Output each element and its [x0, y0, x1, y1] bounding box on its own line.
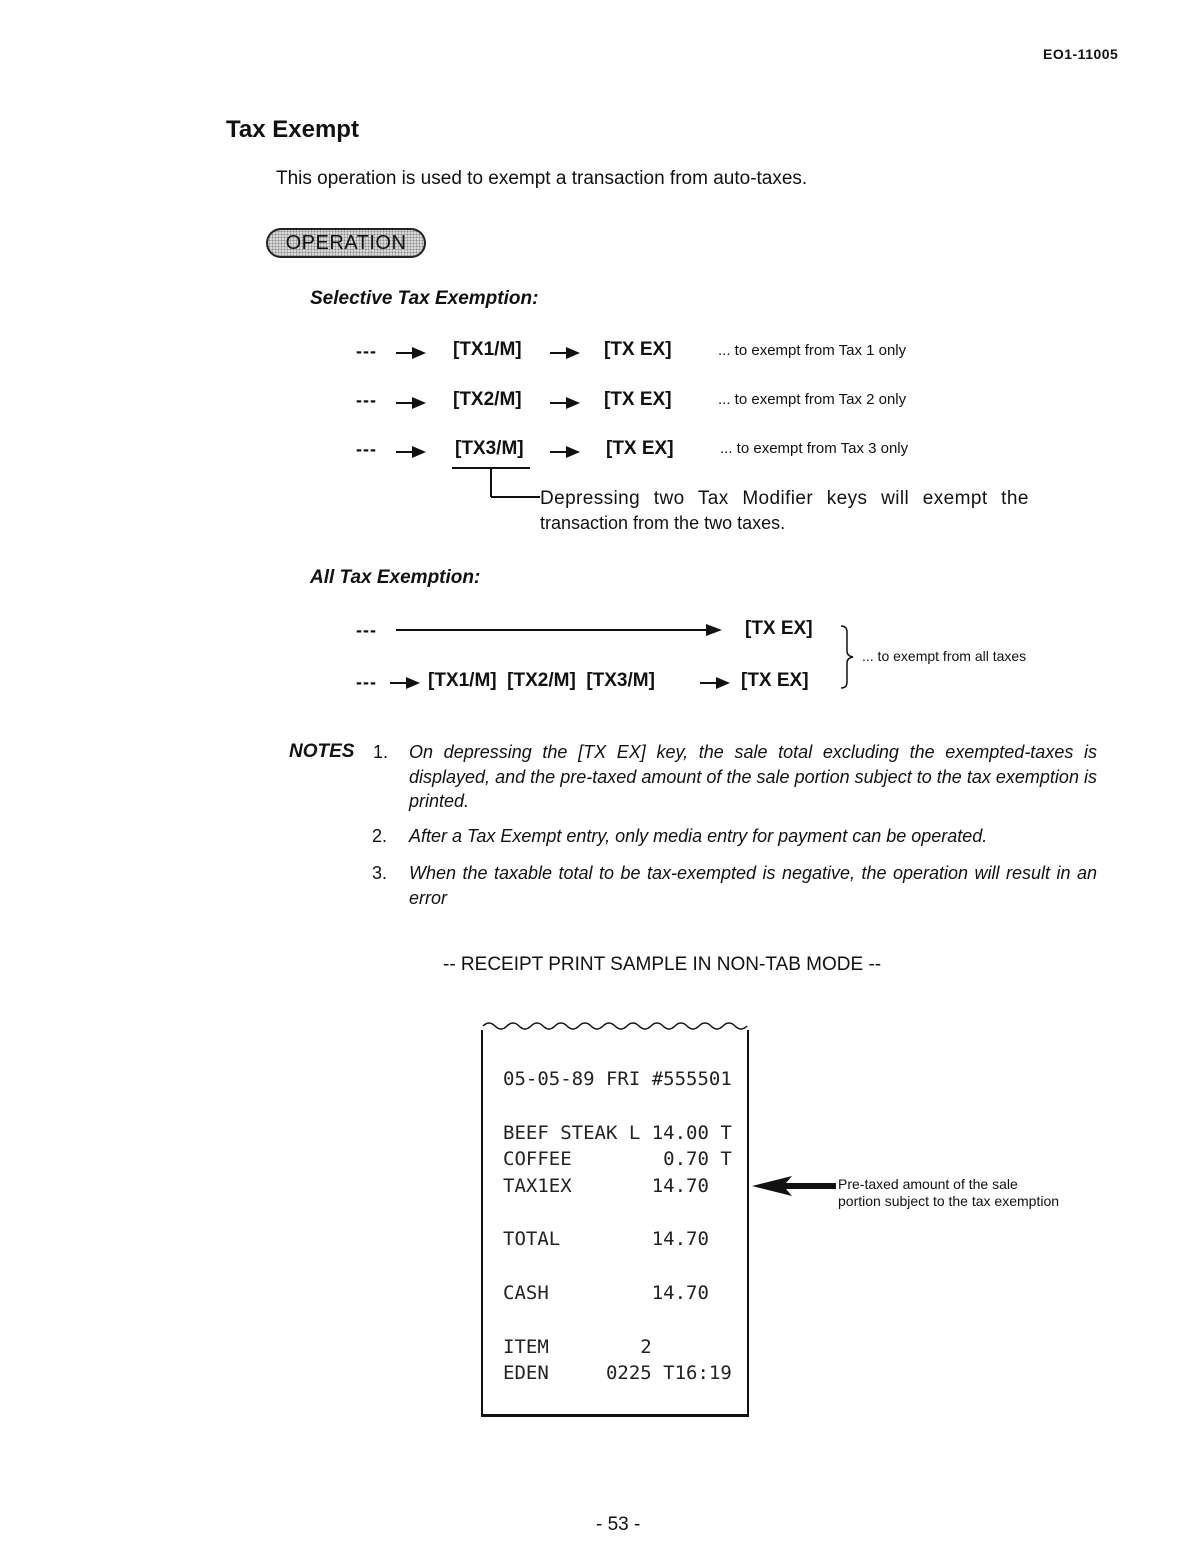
selective-note-line2: transaction from the two taxes. — [540, 513, 786, 533]
receipt-line: CASH 14.70 — [503, 1282, 709, 1304]
page-number: - 53 - — [596, 1514, 641, 1535]
row-lead-dashes: --- — [356, 341, 377, 361]
note-text: On depressing the [TX EX] key, the sale total excluding the exempted-taxes is displayed, and the pre-taxed amount of the sale portion subject to the tax exemption is printed. — [409, 742, 1097, 811]
receipt-line: TAX1EX 14.70 — [503, 1175, 709, 1197]
row-lead-dashes: --- — [356, 620, 377, 640]
tx-ex-key: [TX EX] — [604, 389, 672, 410]
tx3-key: [TX3/M] — [455, 438, 524, 459]
tx2-key: [TX2/M] — [453, 389, 522, 410]
callout-bracket — [448, 464, 542, 504]
curly-brace — [838, 624, 856, 690]
tx-ex-key: [TX EX] — [745, 618, 813, 639]
note-number: 2. — [372, 826, 388, 846]
page-title: Tax Exempt — [226, 116, 359, 143]
row-lead-dashes: --- — [356, 439, 377, 459]
all-tax-description: ... to exempt from all taxes — [862, 648, 1027, 664]
selective-note-line1: Depressing two Tax Modifier keys will exempt the — [540, 488, 1029, 509]
long-arrow-right-icon — [396, 623, 722, 637]
arrow-right-icon — [550, 346, 580, 360]
receipt-caption: -- RECEIPT PRINT SAMPLE IN NON-TAB MODE -- — [443, 954, 882, 975]
tx-ex-key: [TX EX] — [604, 339, 672, 360]
row-lead-dashes: --- — [356, 672, 377, 692]
arrow-right-icon — [396, 346, 426, 360]
row-description: ... to exempt from Tax 2 only — [718, 391, 907, 408]
tax-modifier-keys: [TX1/M] [TX2/M] [TX3/M] — [428, 670, 655, 691]
receipt-line: COFFEE 0.70 T — [503, 1148, 732, 1170]
arrow-right-icon — [550, 445, 580, 459]
row-description: ... to exempt from Tax 1 only — [718, 342, 907, 359]
selective-heading: Selective Tax Exemption: — [310, 288, 539, 309]
note-text: When the taxable total to be tax-exempted is negative, the operation will result in an error — [409, 863, 1097, 908]
receipt-line: 05-05-89 FRI #555501 — [503, 1068, 732, 1090]
document-id: EO1-11005 — [1043, 46, 1119, 62]
notes-label: NOTES — [289, 741, 355, 762]
receipt-line: ITEM 2 — [503, 1336, 652, 1358]
receipt-line: EDEN 0225 T16:19 — [503, 1362, 732, 1384]
arrow-right-icon — [390, 676, 420, 690]
intro-text: This operation is used to exempt a transaction from auto-taxes. — [276, 168, 808, 189]
receipt — [481, 1030, 749, 1417]
arrow-right-icon — [396, 396, 426, 410]
row-description: ... to exempt from Tax 3 only — [720, 440, 909, 457]
operation-badge: OPERATION — [266, 228, 426, 258]
row-lead-dashes: --- — [356, 390, 377, 410]
tx-ex-key: [TX EX] — [606, 438, 674, 459]
annotation-line2: portion subject to the tax exemption — [838, 1193, 1060, 1209]
pointer-arrow-icon — [752, 1174, 836, 1198]
arrow-right-icon — [396, 445, 426, 459]
annotation — [838, 1176, 1059, 1210]
all-tax-heading: All Tax Exemption: — [310, 567, 481, 588]
receipt-line: TOTAL 14.70 — [503, 1228, 709, 1250]
tx1-key: [TX1/M] — [453, 339, 522, 360]
note-text: After a Tax Exempt entry, only media entry for payment can be operated. — [409, 826, 988, 846]
arrow-right-icon — [550, 396, 580, 410]
arrow-right-icon — [700, 676, 730, 690]
note-number: 3. — [372, 863, 388, 883]
annotation-line1: Pre-taxed amount of the sale — [838, 1176, 1018, 1192]
note-number: 1. — [373, 742, 389, 762]
receipt-line: BEEF STEAK L 14.00 T — [503, 1122, 732, 1144]
tx-ex-key: [TX EX] — [741, 670, 809, 691]
